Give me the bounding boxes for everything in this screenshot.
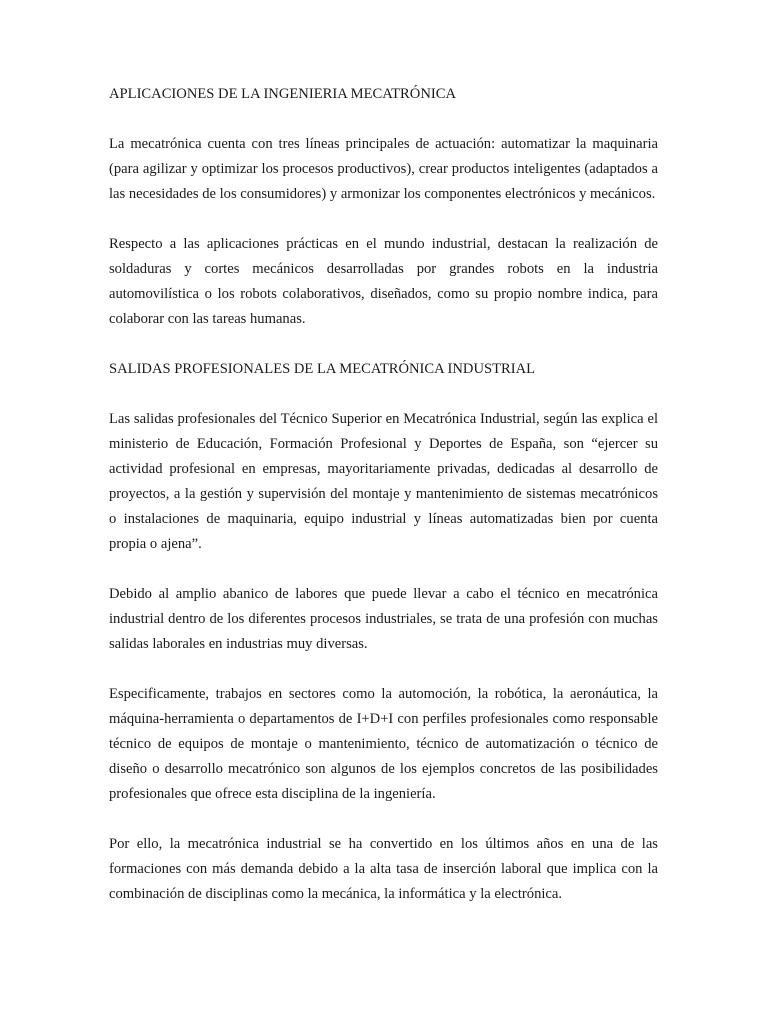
paragraph-salidas-ministerio: Las salidas profesionales del Técnico Superior en Mecatrónica Industrial, según las explica el ministerio de Educación, Formación Profesional y Deportes de España, son “ejercer su actividad profesional en empresas, mayoritariamente privadas, dedicadas al desarrollo de proyectos, a la gestión y supervisión del montaje y mantenimiento de sistemas mecatrónicos o instalaciones de maquinaria, equipo industrial y líneas automatizadas bien por cuenta propia o ajena”. [109, 411, 658, 552]
paragraph-lineas-actuacion: La mecatrónica cuenta con tres líneas principales de actuación: automatizar la maquinaria (para agilizar y optimizar los procesos productivos), crear productos inteligentes (adaptados a las necesidades de los consumidores) y armonizar los componentes electrónicos y mecánicos. [109, 136, 658, 202]
paragraph-abanico-labores: Debido al amplio abanico de labores que puede llevar a cabo el técnico en mecatrónica industrial dentro de los diferentes procesos industriales, se trata de una profesión con muchas salidas laborales en industrias muy diversas. [109, 586, 658, 652]
paragraph-conclusion: Por ello, la mecatrónica industrial se ha convertido en los últimos años en una de las formaciones con más demanda debido a la alta tasa de inserción laboral que implica con la combinación de disciplinas como la mecánica, la informática y la electrónica. [109, 836, 658, 902]
paragraph-aplicaciones-practicas: Respecto a las aplicaciones prácticas en el mundo industrial, destacan la realización de soldaduras y cortes mecánicos desarrolladas por grandes robots en la industria automovilística o los robots colaborativos, diseñados, como su propio nombre indica, para colaborar con las tareas humanas. [109, 236, 658, 327]
section-heading-aplicaciones: APLICACIONES DE LA INGENIERIA MECATRÓNICA [109, 86, 456, 102]
section-heading-salidas: SALIDAS PROFESIONALES DE LA MECATRÓNICA INDUSTRIAL [109, 361, 536, 377]
document-page [109, 82, 658, 932]
paragraph-sectores: Especificamente, trabajos en sectores como la automoción, la robótica, la aeronáutica, la máquina-herramienta o departamentos de I+D+I con perfiles profesionales como responsable técnico de equipos de montaje o mantenimiento, técnico de automatización o técnico de diseño o desarrollo mecatrónico son algunos de los ejemplos concretos de las posibilidades profesionales que ofrece esta disciplina de la ingeniería. [109, 686, 658, 802]
